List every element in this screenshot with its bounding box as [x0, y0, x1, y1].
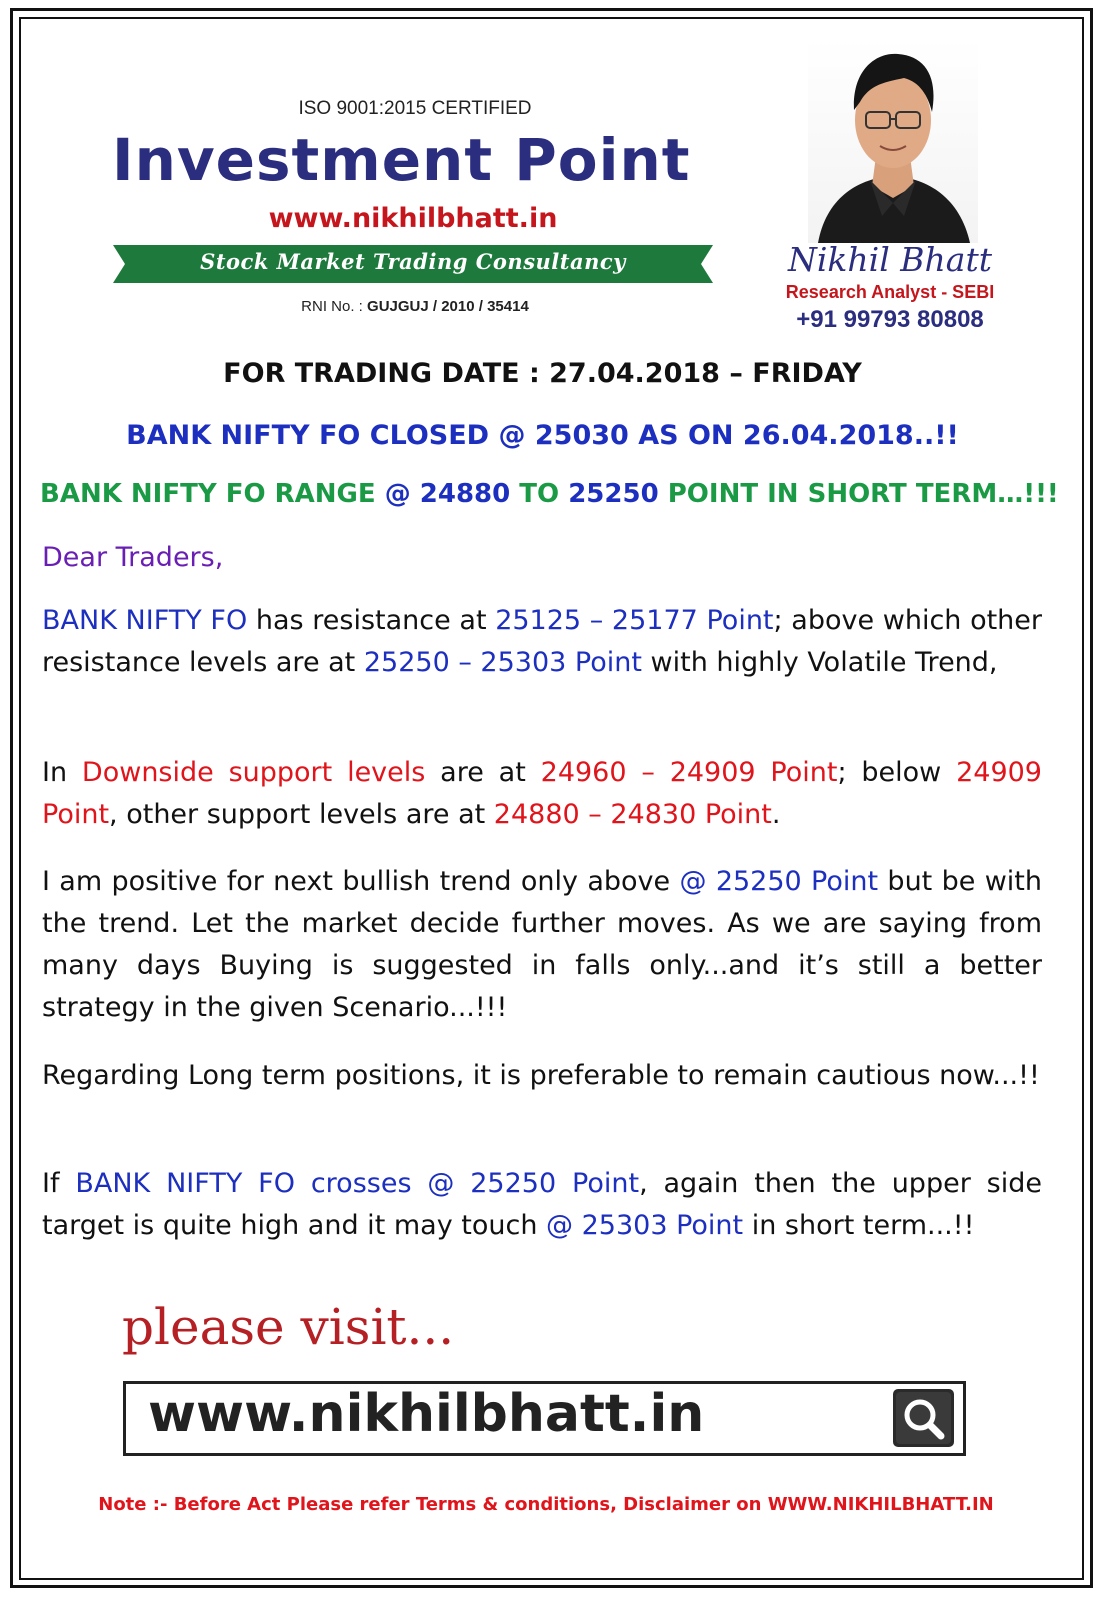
p3-text: I am positive for next bullish trend only above [42, 866, 680, 897]
range-suffix: POINT IN SHORT TERM…!!! [667, 479, 1059, 509]
closed-heading: BANK NIFTY FO CLOSED @ 25030 AS ON 26.04.2018..!! [126, 420, 959, 451]
p5-text-2: , again then the upper side target is quite high and it may touch [42, 1168, 1042, 1241]
p2-downside: Downside support levels [81, 757, 426, 788]
target-paragraph [42, 1163, 1042, 1247]
p3-text-2: but be with the trend. Let the market decide further moves. As we are saying from many days Buying is suggested in falls only...and it’s still a better strategy in the given Scenario...!!! [42, 866, 1042, 1023]
resistance-paragraph [42, 600, 1042, 684]
p2-text-3: ; below [837, 757, 957, 788]
please-visit-text: please visit... [122, 1298, 455, 1356]
p5-text: If [42, 1168, 76, 1199]
range-high: 25250 [568, 479, 659, 509]
p1-text-2: ; above which other resistance levels are at [42, 605, 1043, 678]
range-to: TO [519, 479, 560, 509]
p5-level: @ 25303 Point [546, 1210, 744, 1241]
p2-text-4: , other support levels are at [109, 799, 494, 830]
long-term-paragraph: Regarding Long term positions, it is preferable to remain cautious now...!! [42, 1060, 1040, 1091]
p1-text: has resistance at [247, 605, 496, 636]
trading-date-heading: FOR TRADING DATE : 27.04.2018 – FRIDAY [223, 358, 862, 389]
p5-text-3: in short term...!! [743, 1210, 975, 1241]
p5-crosses: BANK NIFTY FO crosses @ 25250 Point [75, 1168, 640, 1199]
rni-label: RNI No. : [301, 298, 363, 315]
outlook-paragraph [42, 861, 1042, 1029]
p1-instrument: BANK NIFTY FO [42, 605, 248, 636]
p3-level: @ 25250 Point [679, 866, 879, 897]
range-at: @ [384, 479, 411, 509]
analyst-name: Nikhil Bhatt [788, 240, 992, 279]
website-link[interactable]: www.nikhilbhatt.in [268, 203, 558, 234]
p1-level-1: 25125 – 25177 Point [495, 605, 774, 636]
certification-text: ISO 9001:2015 CERTIFIED [298, 98, 532, 119]
p1-level-2: 25250 – 25303 Point [363, 647, 642, 678]
p2-level-3: 24880 – 24830 Point [493, 799, 772, 830]
range-prefix: BANK NIFTY FO RANGE [40, 479, 376, 509]
brand-logo-text: Investment Point [112, 126, 691, 194]
analyst-role: Research Analyst - SEBI [785, 282, 995, 302]
support-paragraph [42, 752, 1042, 836]
p2-text-5: . [771, 799, 781, 830]
greeting: Dear Traders, [42, 542, 224, 573]
range-low: 24880 [419, 479, 511, 509]
search-url-text[interactable]: www.nikhilbhatt.in [148, 1384, 705, 1444]
p2-level-1: 24960 – 24909 Point [540, 757, 838, 788]
disclaimer-note: Note :- Before Act Please refer Terms & conditions, Disclaimer on WWW.NIKHILBHATT.IN [98, 1494, 994, 1515]
rni-value: GUJGUJ / 2010 / 35414 [367, 298, 529, 315]
rni-number [270, 298, 560, 315]
tagline-text: Stock Market Trading Consultancy [200, 249, 626, 274]
p2-text: In [42, 757, 82, 788]
p2-text-2: are at [425, 757, 541, 788]
range-heading [40, 479, 1059, 509]
analyst-photo [808, 38, 978, 243]
p1-text-3: with highly Volatile Trend, [641, 647, 998, 678]
magnifier-icon[interactable] [893, 1389, 954, 1447]
p2-level-2: 24909 Point [42, 757, 1042, 830]
analyst-phone[interactable]: +91 99793 80808 [796, 306, 984, 333]
